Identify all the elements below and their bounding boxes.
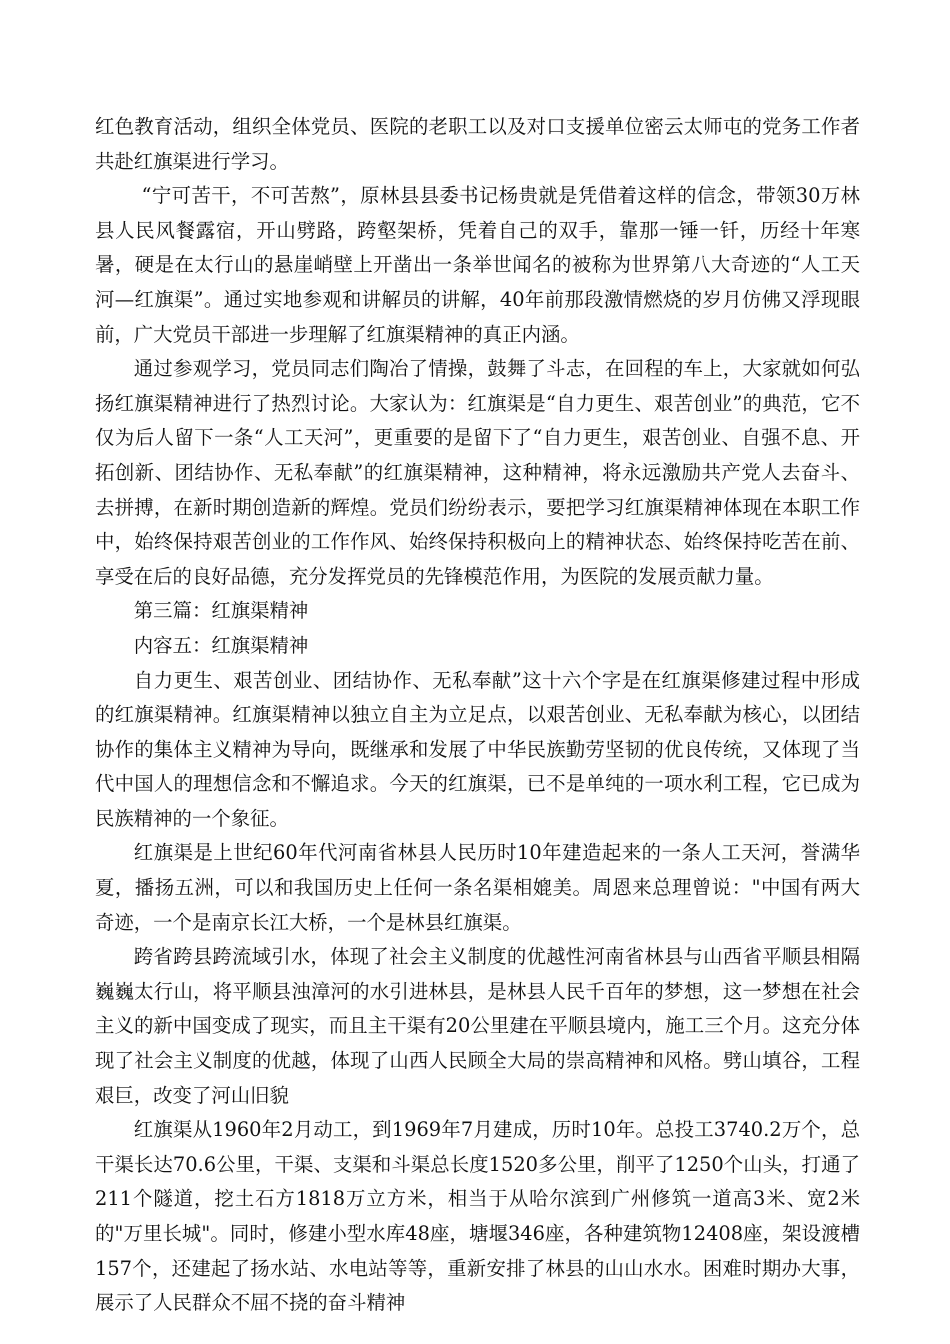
paragraph-3: 通过参观学习，党员同志们陶冶了情操，鼓舞了斗志，在回程的车上，大家就如何弘扬红旗渠精神进行了热烈讨论。大家认为：红旗渠是“自力更生、艰苦创业”的典范，它不仅为后人留下一条“人工天河”，更重要的是留下了“自力更生，艰苦创业、自强不息、开拓创新、团结协作、无私奉献”的红旗渠精神，这种精神，将永远激励共产党人去奋斗、去拼搏，在新时期创造新的辉煌。党员们纷纷表示，要把学习红旗渠精神体现在本职工作中，始终保持艰苦创业的工作作风、始终保持积极向上的精神状态、始终保持吃苦在前、享受在后的良好品德，充分发挥党员的先锋模范作用，为医院的发展贡献力量。: [95, 357, 860, 588]
paragraph-6: 跨省跨县跨流域引水，体现了社会主义制度的优越性河南省林县与山西省平顺县相隔巍巍太行山，将平顺县浊漳河的水引进林县，是林县人民千百年的梦想，这一梦想在社会主义的新中国变成了现实，而且主干渠有20公里建在平顺县境内，施工三个月。这充分体现了社会主义制度的优越，体现了山西人民顾全大局的崇高精神和风格。劈山填谷，工程艰巨，改变了河山旧貌: [95, 945, 860, 1107]
paragraph-5: 红旗渠是上世纪60年代河南省林县人民历时10年建造起来的一条人工天河，誉满华夏，播扬五洲，可以和我国历史上任何一条名渠相媲美。周恩来总理曾说："中国有两大奇迹，一个是南京长江大桥，一个是林县红旗渠。: [95, 841, 860, 934]
paragraph-7: 红旗渠从1960年2月动工，到1969年7月建成，历时10年。总投工3740.2万个，总干渠长达70.6公里，干渠、支渠和斗渠总长度1520多公里，削平了1250个山头，打通了211个隧道，挖土石方1818万立方米，相当于从哈尔滨到广州修筑一道高3米、宽2米的"万里长城"。同时，修建小型水库48座，塘堰346座，各种建筑物12408座，架设渡槽157个，还建起了扬水站、水电站等等，重新安排了林县的山山水水。困难时期办大事，展示了人民群众不屈不挠的奋斗精神: [95, 1118, 860, 1315]
paragraph-2: “宁可苦干，不可苦熬”，原林县县委书记杨贵就是凭借着这样的信念，带领30万林县人民风餐露宿，开山劈路，跨壑架桥，凭着自己的双手，靠那一锤一钎，历经十年寒暑，硬是在太行山的悬崖峭壁上开凿出一条举世闻名的被称为世界第八大奇迹的“人工天河—红旗渠”。通过实地参观和讲解员的讲解，40年前那段激情燃烧的岁月仿佛又浮现眼前，广大党员干部进一步理解了红旗渠精神的真正内涵。: [95, 184, 860, 346]
document-page: [95, 110, 860, 1321]
section-title: 第三篇：红旗渠精神: [133, 599, 309, 623]
section-subtitle: 内容五：红旗渠精神: [133, 633, 309, 657]
paragraph-1: 红色教育活动，组织全体党员、医院的老职工以及对口支援单位密云太师屯的党务工作者共赴红旗渠进行学习。: [95, 115, 860, 173]
paragraph-4: 自力更生、艰苦创业、团结协作、无私奉献”这十六个字是在红旗渠修建过程中形成的红旗渠精神。红旗渠精神以独立自主为立足点，以艰苦创业、无私奉献为核心，以团结协作的集体主义精神为导向，既继承和发展了中华民族勤劳坚韧的优良传统，又体现了当代中国人的理想信念和不懈追求。今天的红旗渠，已不是单纯的一项水利工程，它已成为民族精神的一个象征。: [95, 668, 860, 830]
